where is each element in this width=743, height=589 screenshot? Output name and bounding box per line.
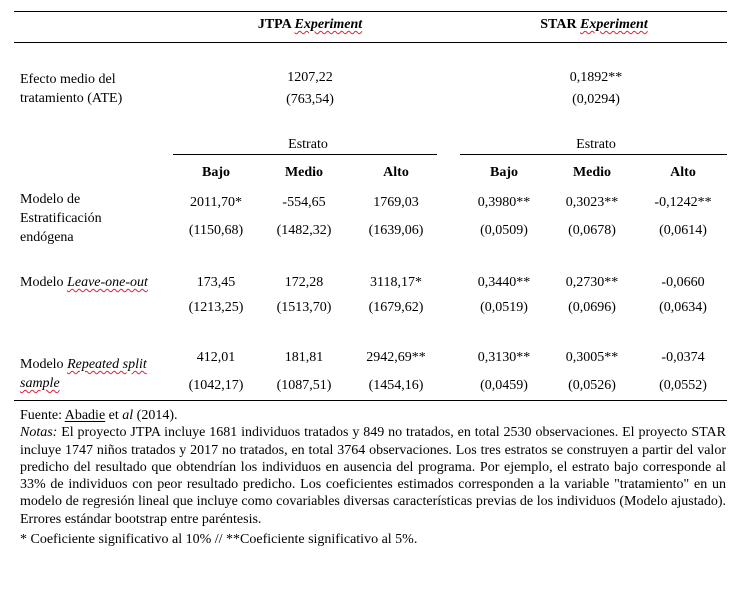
ate-star-se: (0,0294) [572,92,620,107]
model3-star-medio: 0,3005** [565,350,619,365]
model1-label: Modelo de Estratificación endógena [20,192,102,245]
model3-jtpa-bajo-se: (1042,17) [188,378,244,393]
ate-star-estimate: 0,1892** [569,70,623,85]
star-header-medio: Medio [572,165,612,180]
ate-jtpa-se: (763,54) [286,92,334,107]
model1-jtpa-bajo: 2011,70* [190,195,242,210]
model1-star-bajo: 0,3980** [477,195,531,210]
model3-jtpa-alto: 2942,69** [366,350,426,365]
model2-jtpa-alto: 3118,17* [370,275,422,290]
model2-star-bajo-se: (0,0519) [480,300,528,315]
significance-note: * Coeficiente significativo al 10% // **Coeficiente significativo al 5%. [20,532,418,548]
model2-star-bajo: 0,3440** [477,275,531,290]
model1-jtpa-medio-se: (1482,32) [276,223,332,238]
ate-label: Efecto medio del tratamiento (ATE) [20,72,123,106]
model3-jtpa-medio: 181,81 [284,350,324,365]
model1-jtpa-alto-se: (1639,06) [368,223,424,238]
model1-star-medio: 0,3023** [565,195,619,210]
table-bottom-rule [14,400,727,401]
model2-star-medio: 0,2730** [565,275,619,290]
model2-jtpa-bajo-se: (1213,25) [188,300,244,315]
jtpa-header-bajo: Bajo [202,165,230,180]
model3-star-bajo-se: (0,0459) [480,378,528,393]
model1-star-bajo-se: (0,0509) [480,223,528,238]
header-bottom-rule [14,42,727,43]
model2-star-medio-se: (0,0696) [568,300,616,315]
model3-star-alto-se: (0,0552) [659,378,707,393]
model1-jtpa-bajo-se: (1150,68) [188,223,244,238]
model2-jtpa-bajo: 173,45 [196,275,236,290]
model2-star-alto: -0,0660 [661,275,705,290]
model1-jtpa-alto: 1769,03 [373,195,419,210]
star-header-bajo: Bajo [490,165,518,180]
model2-jtpa-medio: 172,28 [284,275,324,290]
star-header: STAR Experiment [540,17,648,32]
notes-paragraph: Notas: El proyecto JTPA incluye 1681 individuos tratados y 849 no tratados, en total 2530 observaciones. El proyecto STAR incluye 1747 niños tratados y 2017 no tratados, en total 3764 observaciones. Los tres estratos se construyen a partir del valor predicho del resultado que obtendrían los individuos en ausencia del programa. Por ejemplo, el estrato bajo corresponde al 33% de individuos con peor resultado predicho. Los coeficientes estimados corresponden a la variable "tratamiento" en un modelo de regresión lineal que incluye como covariables diversas características previas de los individuos (Modelo ajustado). Errores estándar bootstrap entre paréntesis. [20,425,726,527]
jtpa-estrato-label: Estrato [288,137,328,152]
star-header-alto: Alto [670,165,696,180]
ate-jtpa-estimate: 1207,22 [287,70,333,85]
star-estrato-rule [460,154,727,155]
jtpa-header: JTPA Experiment [257,17,363,32]
model2-star-alto-se: (0,0634) [659,300,707,315]
model3-jtpa-bajo: 412,01 [196,350,236,365]
model3-label: Modelo Repeated split sample [20,357,147,391]
model3-star-alto: -0,0374 [661,350,705,365]
model1-jtpa-medio: -554,65 [282,195,326,210]
model2-label: Modelo Leave-one-out [20,275,148,290]
source-line: Fuente: Abadie et al (2014). [20,408,178,423]
jtpa-estrato-rule [173,154,437,155]
model2-jtpa-alto-se: (1679,62) [368,300,424,315]
model1-star-medio-se: (0,0678) [568,223,616,238]
table-footer [20,407,726,548]
model3-jtpa-alto-se: (1454,16) [368,378,424,393]
model2-jtpa-medio-se: (1513,70) [276,300,332,315]
model3-jtpa-medio-se: (1087,51) [276,378,332,393]
jtpa-header-medio: Medio [284,165,324,180]
jtpa-header-alto: Alto [383,165,409,180]
model3-star-bajo: 0,3130** [477,350,531,365]
model1-star-alto: -0,1242** [654,195,712,210]
table-top-rule [14,11,727,12]
model3-star-medio-se: (0,0526) [568,378,616,393]
model1-star-alto-se: (0,0614) [659,223,707,238]
star-estrato-label: Estrato [576,137,616,152]
